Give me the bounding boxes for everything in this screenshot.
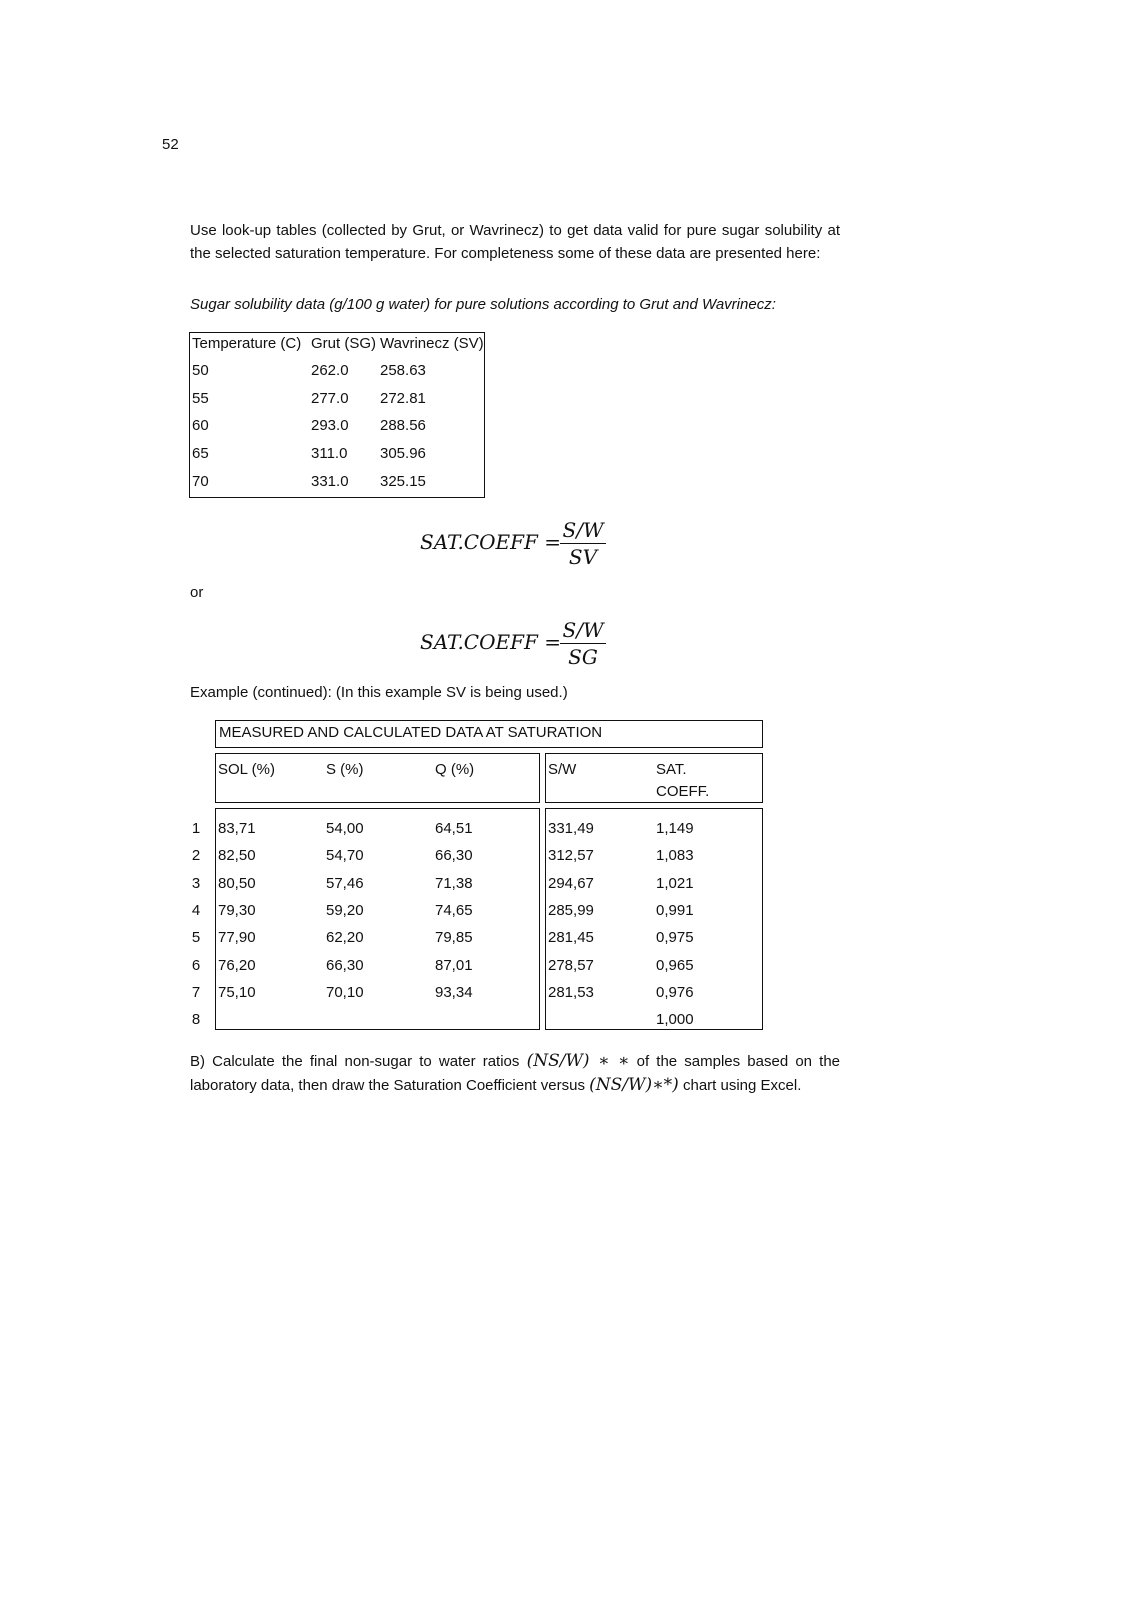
q-cell: 74,65 — [435, 902, 473, 919]
s-cell: 59,20 — [326, 902, 364, 919]
temperature-cell: 55 — [192, 390, 209, 407]
header-s: S (%) — [326, 761, 364, 778]
solubility-table — [189, 332, 485, 498]
sat-coeff-cell: 1,021 — [656, 875, 694, 892]
row-number: 8 — [191, 1011, 201, 1028]
final-text-part1: B) Calculate the final non-sugar to water ratios — [190, 1053, 527, 1070]
sw-cell: 331,49 — [548, 820, 594, 837]
final-text-part3: chart using Excel. — [678, 1076, 802, 1094]
formula-numerator: S/W — [560, 518, 606, 544]
sat-coeff-cell: 1,000 — [656, 1011, 694, 1028]
temperature-cell: 60 — [192, 417, 209, 434]
sw-cell: 285,99 — [548, 902, 594, 919]
grut-cell: 277.0 — [311, 390, 349, 407]
example-text: Example (continued): (In this example SV is being used.) — [190, 684, 568, 701]
row-number: 7 — [191, 984, 201, 1001]
final-paragraph — [190, 1050, 840, 1097]
wavrinecz-cell: 288.56 — [380, 417, 426, 434]
temperature-cell: 50 — [192, 362, 209, 379]
intro-paragraph: Use look-up tables (collected by Grut, or Wavrinecz) to get data valid for pure sugar solubility at the selected saturation temperature. For completeness some of these data are presented here: — [190, 222, 840, 262]
row-number: 5 — [191, 929, 201, 946]
sat-coeff-cell: 0,975 — [656, 929, 694, 946]
sat-coeff-cell: 1,149 — [656, 820, 694, 837]
s-cell: 54,70 — [326, 847, 364, 864]
sol-cell: 76,20 — [218, 957, 256, 974]
row-number: 1 — [191, 820, 201, 837]
wavrinecz-cell: 258.63 — [380, 362, 426, 379]
temperature-cell: 70 — [192, 473, 209, 490]
page-number: 52 — [162, 136, 179, 153]
header-sat-coeff: SAT. COEFF. — [656, 761, 710, 800]
sol-cell: 83,71 — [218, 820, 256, 837]
s-cell: 70,10 — [326, 984, 364, 1001]
measured-header-left — [215, 753, 540, 803]
row-number: 3 — [191, 875, 201, 892]
formula-fraction — [560, 618, 606, 669]
solubility-caption: Sugar solubility data (g/100 g water) for pure solutions according to Grut and Wavrinecz: — [190, 296, 776, 313]
measured-table-title: MEASURED AND CALCULATED DATA AT SATURATION — [215, 720, 763, 748]
q-cell: 66,30 — [435, 847, 473, 864]
math-ns-w-1: (NS/W) ∗ ∗ — [526, 1051, 630, 1071]
table-row — [190, 473, 484, 497]
sol-cell: 79,30 — [218, 902, 256, 919]
grut-cell: 331.0 — [311, 473, 349, 490]
sw-cell: 281,45 — [548, 929, 594, 946]
q-cell: 71,38 — [435, 875, 473, 892]
s-cell: 54,00 — [326, 820, 364, 837]
sw-cell: 281,53 — [548, 984, 594, 1001]
formula-lhs: SAT.COEFF = — [420, 530, 561, 554]
sat-coeff-cell: 0,976 — [656, 984, 694, 1001]
sat-coeff-cell: 1,083 — [656, 847, 694, 864]
solubility-header-row — [190, 335, 484, 359]
row-number: 4 — [191, 902, 201, 919]
q-cell: 79,85 — [435, 929, 473, 946]
sw-cell: 294,67 — [548, 875, 594, 892]
sw-cell: 312,57 — [548, 847, 594, 864]
formula-lhs: SAT.COEFF = — [420, 630, 561, 654]
sol-cell: 75,10 — [218, 984, 256, 1001]
row-number: 2 — [191, 847, 201, 864]
wavrinecz-cell: 272.81 — [380, 390, 426, 407]
grut-cell: 311.0 — [311, 445, 348, 462]
measured-header-right — [545, 753, 763, 803]
sat-coeff-cell: 0,965 — [656, 957, 694, 974]
row-number: 6 — [191, 957, 201, 974]
s-cell: 62,20 — [326, 929, 364, 946]
formula-fraction — [560, 518, 606, 569]
formula-denominator: SG — [568, 645, 598, 669]
formula-numerator: S/W — [560, 618, 606, 644]
formula-denominator: SV — [568, 545, 598, 569]
header-temperature: Temperature (C) — [192, 335, 302, 352]
s-cell: 57,46 — [326, 875, 364, 892]
sol-cell: 82,50 — [218, 847, 256, 864]
table-row — [190, 445, 484, 469]
wavrinecz-cell: 325.15 — [380, 473, 426, 490]
header-sw: S/W — [548, 761, 577, 778]
measured-body-left — [215, 808, 540, 1030]
or-text: or — [190, 584, 204, 601]
q-cell: 87,01 — [435, 957, 473, 974]
q-cell: 93,34 — [435, 984, 473, 1001]
math-ns-w-2: (NS/W)∗*) — [589, 1074, 679, 1095]
header-wavrinecz: Wavrinecz (SV) — [380, 335, 484, 352]
table-row — [190, 362, 484, 386]
sol-cell: 77,90 — [218, 929, 256, 946]
sol-cell: 80,50 — [218, 875, 256, 892]
temperature-cell: 65 — [192, 445, 209, 462]
table-row — [190, 390, 484, 414]
header-q: Q (%) — [435, 761, 475, 778]
header-sol: SOL (%) — [218, 761, 275, 778]
q-cell: 64,51 — [435, 820, 473, 837]
table-row — [190, 417, 484, 441]
grut-cell: 262.0 — [311, 362, 349, 379]
header-grut: Grut (SG) — [311, 335, 377, 352]
s-cell: 66,30 — [326, 957, 364, 974]
grut-cell: 293.0 — [311, 417, 349, 434]
final-text-part2: of the samples based on the laboratory data, then draw the Saturation Coefficient versus — [190, 1053, 841, 1094]
sat-coeff-cell: 0,991 — [656, 902, 694, 919]
sw-cell: 278,57 — [548, 957, 594, 974]
wavrinecz-cell: 305.96 — [380, 445, 426, 462]
